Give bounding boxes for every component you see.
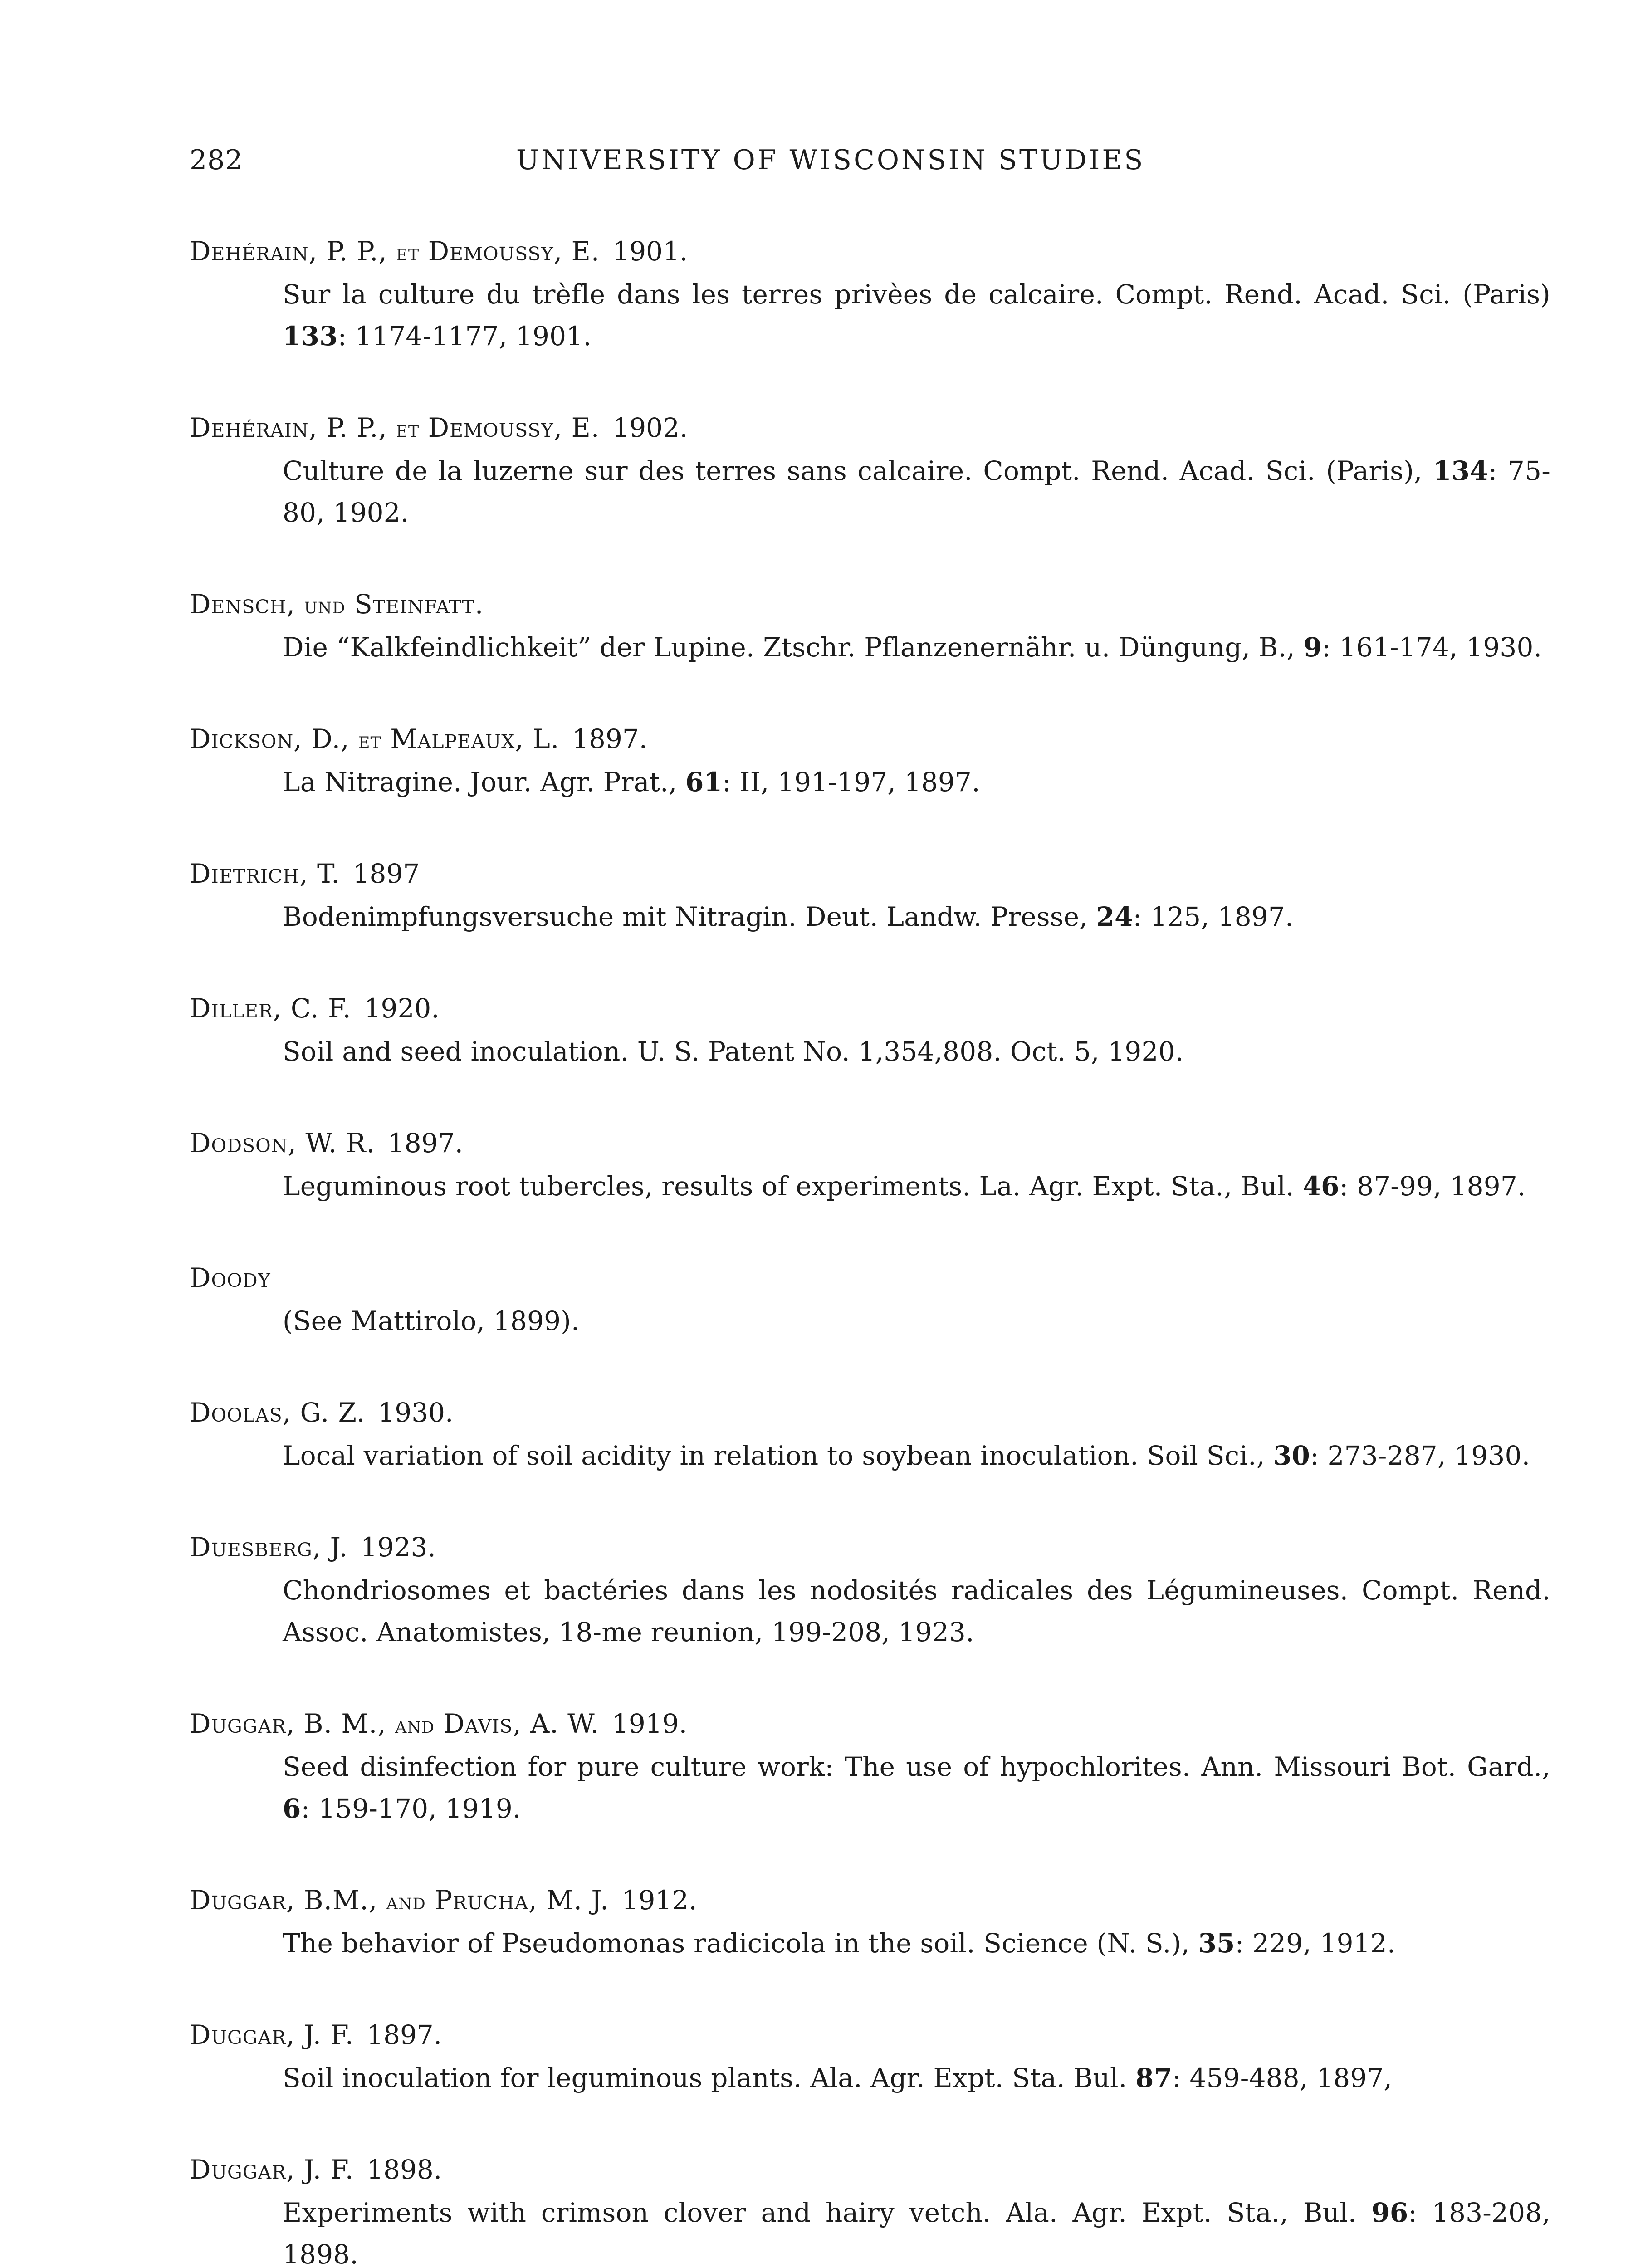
bibliography-entry <box>190 1257 1550 1342</box>
citation-text: Chondriosomes et bactéries dans les nodosités radicales des Légumineuses. Compt. Rend. Assoc. Anatomistes, 18-me reunion, 199-208, 1923. <box>283 1575 1550 1647</box>
entry-year: 1920. <box>364 993 440 1024</box>
entry-author: Duggar, B.M., <box>190 1885 386 1916</box>
bibliography-entry <box>190 1392 1550 1476</box>
entry-author: Dodson, W. R. <box>190 1128 375 1158</box>
citation-text: Local variation of soil acidity in relation to soybean inoculation. Soil Sci., <box>283 1440 1273 1471</box>
entry-year: 1923. <box>360 1532 436 1563</box>
entry-author: Dehérain, P. P., <box>190 236 396 267</box>
citation-volume: 133 <box>283 321 338 352</box>
entry-head <box>190 407 1550 450</box>
citation-text: (See Mattirolo, 1899). <box>283 1305 580 1336</box>
entry-coauthor: Demoussy, E. <box>419 412 600 443</box>
entry-head <box>190 1703 1550 1746</box>
entry-author-conjunction: et <box>358 727 381 753</box>
citation-volume: 35 <box>1198 1928 1235 1959</box>
citation-volume: 30 <box>1273 1440 1310 1471</box>
bibliography-entry <box>190 583 1550 668</box>
entry-author: Diller, C. F. <box>190 993 352 1024</box>
entry-head <box>190 1392 1550 1435</box>
citation-text: Sur la culture du trèfle dans les terres privèes de calcaire. Compt. Rend. Acad. Sci. (Paris) <box>283 279 1550 310</box>
entry-author: Duggar, B. M., <box>190 1708 396 1739</box>
entry-year: 1898. <box>367 2154 442 2185</box>
entry-citation <box>283 1031 1550 1072</box>
bibliography-entry <box>190 2149 1550 2268</box>
entry-author: Dehérain, P. P., <box>190 412 396 443</box>
citation-pages: : II, 191-197, 1897. <box>722 767 980 797</box>
citation-text: Die “Kalkfeindlichkeit” der Lupine. Ztschr. Pflanzenernähr. u. Düngung, B., <box>283 632 1304 663</box>
entry-year: 1897. <box>387 1128 463 1158</box>
entry-head <box>190 1879 1550 1922</box>
citation-text: Seed disinfection for pure culture work: The use of hypochlorites. Ann. Missouri Bot. Gard., <box>283 1751 1550 1782</box>
entry-author: Doody <box>190 1262 271 1293</box>
entry-head <box>190 1122 1550 1165</box>
entry-author: Densch, <box>190 589 304 620</box>
entry-coauthor: Davis, A. W. <box>435 1708 600 1739</box>
citation-volume: 46 <box>1302 1171 1340 1202</box>
entry-head <box>190 230 1550 274</box>
bibliography-entry <box>190 853 1550 938</box>
bibliography-entry <box>190 2014 1550 2099</box>
entry-head <box>190 1526 1550 1569</box>
entry-head <box>190 718 1550 761</box>
entry-author: Dickson, D., <box>190 723 358 754</box>
entry-author: Doolas, G. Z. <box>190 1397 366 1428</box>
entry-citation <box>283 1922 1550 1964</box>
entry-citation <box>283 450 1550 533</box>
citation-text: Leguminous root tubercles, results of experiments. La. Agr. Expt. Sta., Bul. <box>283 1171 1303 1202</box>
entry-author-conjunction: and <box>395 1712 435 1738</box>
entry-coauthor: Prucha, M. J. <box>425 1885 609 1916</box>
bibliography-entry <box>190 1526 1550 1653</box>
citation-volume: 9 <box>1303 632 1322 663</box>
citation-text: Culture de la luzerne sur des terres sans calcaire. Compt. Rend. Acad. Sci. (Paris), <box>283 455 1433 486</box>
citation-text: La Nitragine. Jour. Agr. Prat., <box>283 767 686 797</box>
entry-year: 1897 <box>352 858 420 889</box>
entry-citation <box>283 1569 1550 1653</box>
entry-citation <box>283 626 1550 668</box>
citation-pages: : 87-99, 1897. <box>1339 1171 1526 1202</box>
citation-text: Bodenimpfungsversuche mit Nitragin. Deut. Landw. Presse, <box>283 901 1096 932</box>
journal-title: UNIVERSITY OF WISCONSIN STUDIES <box>516 144 1145 176</box>
bibliography-entry <box>190 1122 1550 1207</box>
citation-pages: : 161-174, 1930. <box>1322 632 1542 663</box>
entry-citation <box>283 1746 1550 1829</box>
page-number: 282 <box>190 144 243 176</box>
citation-volume: 24 <box>1096 901 1133 932</box>
citation-pages: : 1174-1177, 1901. <box>337 321 592 352</box>
bibliography-entry <box>190 1703 1550 1829</box>
entry-head <box>190 1257 1550 1300</box>
entry-head <box>190 853 1550 896</box>
entry-author-conjunction: und <box>304 592 346 619</box>
entry-citation <box>283 2057 1550 2099</box>
citation-volume: 61 <box>685 767 723 797</box>
entry-year: 1902. <box>612 412 688 443</box>
entry-author: Duggar, J. F. <box>190 2154 354 2185</box>
entry-citation <box>283 1435 1550 1476</box>
entry-coauthor: Demoussy, E. <box>419 236 600 267</box>
entry-year: 1897. <box>367 2019 442 2050</box>
entry-author-conjunction: et <box>396 240 420 266</box>
citation-volume: 96 <box>1371 2197 1408 2228</box>
citation-text: Soil inoculation for leguminous plants. Ala. Agr. Expt. Sta. Bul. <box>283 2063 1135 2093</box>
entry-author-conjunction: et <box>396 416 420 442</box>
citation-pages: : 159-170, 1919. <box>301 1793 521 1824</box>
entry-head <box>190 2014 1550 2057</box>
entry-citation <box>283 896 1550 938</box>
citation-volume: 87 <box>1135 2063 1173 2093</box>
citation-pages: : 229, 1912. <box>1235 1928 1396 1959</box>
entry-head <box>190 2149 1550 2192</box>
entry-year: 1897. <box>572 723 648 754</box>
citation-pages: : 459-488, 1897, <box>1172 2063 1393 2093</box>
entry-author: Dietrich, T. <box>190 858 340 889</box>
citation-pages: : 75-80, 1902. <box>283 455 1550 528</box>
bibliography-entry <box>190 230 1550 357</box>
entry-citation <box>283 1300 1550 1342</box>
running-head <box>190 144 1550 194</box>
entry-year: 1930. <box>378 1397 454 1428</box>
entry-author: Duggar, J. F. <box>190 2019 354 2050</box>
citation-pages: : 273-287, 1930. <box>1310 1440 1530 1471</box>
entry-citation <box>283 274 1550 357</box>
citation-text: The behavior of Pseudomonas radicicola in the soil. Science (N. S.), <box>283 1928 1198 1959</box>
citation-pages: : 183-208, 1898. <box>283 2197 1550 2268</box>
entry-year: 1901. <box>612 236 688 267</box>
citation-pages: : 125, 1897. <box>1133 901 1294 932</box>
bibliography-entry <box>190 987 1550 1072</box>
bibliography-entry <box>190 718 1550 803</box>
bibliography-entry <box>190 1879 1550 1964</box>
entry-citation <box>283 2192 1550 2268</box>
citation-text: Experiments with crimson clover and hairy vetch. Ala. Agr. Expt. Sta., Bul. <box>283 2197 1372 2228</box>
entry-coauthor: Steinfatt. <box>345 589 484 620</box>
entry-year: 1919. <box>612 1708 688 1739</box>
entry-author: Duesberg, J. <box>190 1532 348 1563</box>
bibliography-entry <box>190 407 1550 533</box>
entry-citation <box>283 1165 1550 1207</box>
entry-head <box>190 987 1550 1031</box>
citation-text: Soil and seed inoculation. U. S. Patent No. 1,354,808. Oct. 5, 1920. <box>283 1036 1184 1067</box>
citation-volume: 134 <box>1433 455 1488 486</box>
entry-year: 1912. <box>621 1885 697 1916</box>
entry-head <box>190 583 1550 626</box>
bibliography-list <box>190 230 1550 2268</box>
entry-citation <box>283 761 1550 803</box>
entry-author-conjunction: and <box>386 1888 426 1915</box>
citation-volume: 6 <box>283 1793 301 1824</box>
entry-coauthor: Malpeaux, L. <box>381 723 560 754</box>
